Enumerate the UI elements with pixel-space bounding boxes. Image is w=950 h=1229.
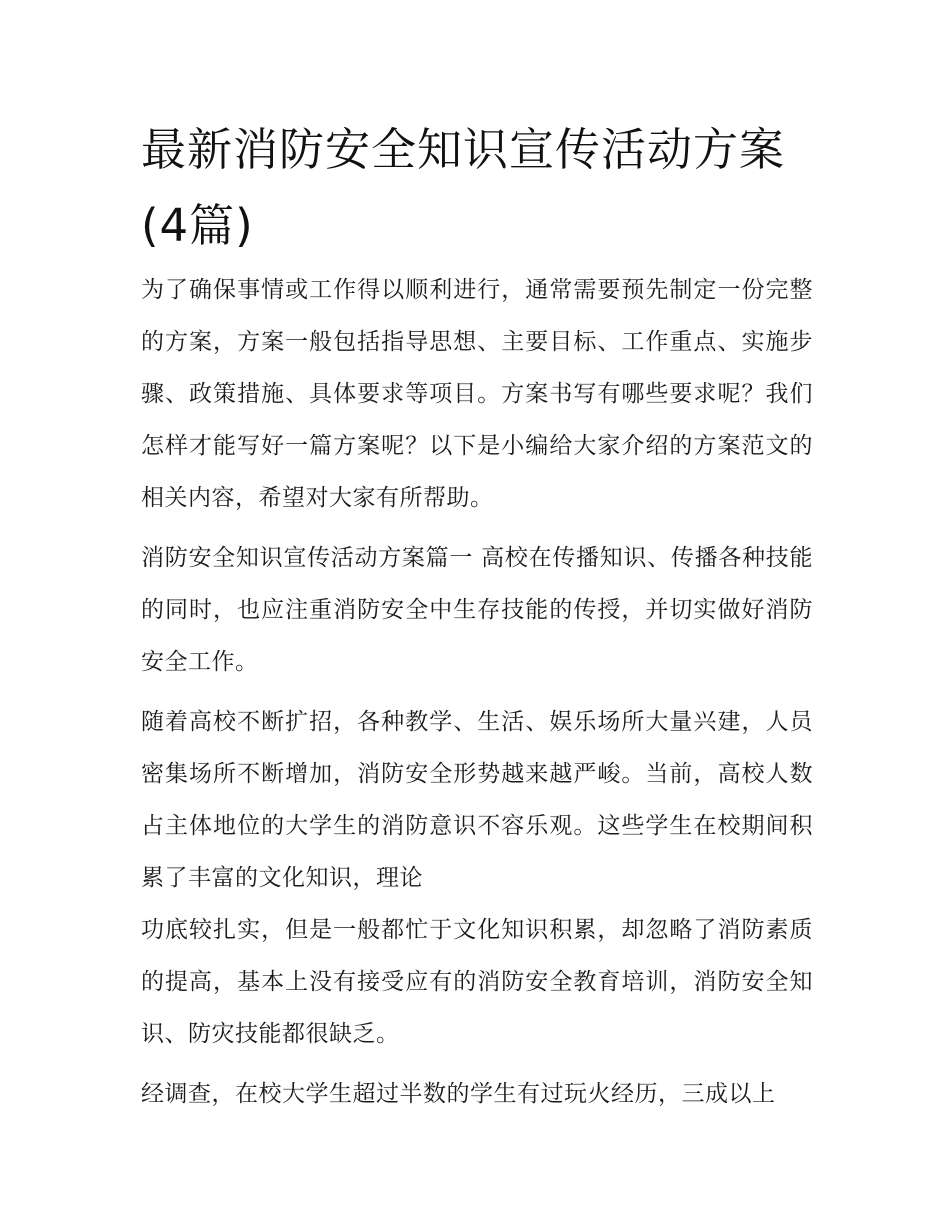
paragraph-knowledge-lack: 功底较扎实，但是一般都忙于文化知识积累，却忽略了消防素质的提高，基本上没有接受应有的消防安全教育培训，消防安全知识、防灾技能都很缺乏。 xyxy=(141,917,813,1047)
paragraph-plan-one: 消防安全知识宣传活动方案篇一 高校在传播知识、传播各种技能的同时，也应注重消防安全中生存技能的传授，并切实做好消防安全工作。 xyxy=(141,545,813,675)
document-title: 最新消防安全知识宣传活动方案(4篇) xyxy=(141,123,786,252)
document-body xyxy=(141,112,813,1120)
paragraph-intro: 为了确保事情或工作得以顺利进行，通常需要预先制定一份完整的方案，方案一般包括指导思想、主要目标、工作重点、实施步骤、政策措施、具体要求等项目。方案书写有哪些要求呢？我们怎样才能写好一篇方案呢？以下是小编给大家介绍的方案范文的相关内容，希望对大家有所帮助。 xyxy=(141,277,813,511)
paragraph-survey: 经调查，在校大学生超过半数的学生有过玩火经历，三成以上 xyxy=(141,1081,776,1107)
paragraph-enrollment-expansion: 随着高校不断扩招，各种教学、生活、娱乐场所大量兴建，人员密集场所不断增加，消防安全形势越来越严峻。当前，高校人数占主体地位的大学生的消防意识不容乐观。这些学生在校期间积累了丰富的文化知识，理论 xyxy=(141,709,813,891)
